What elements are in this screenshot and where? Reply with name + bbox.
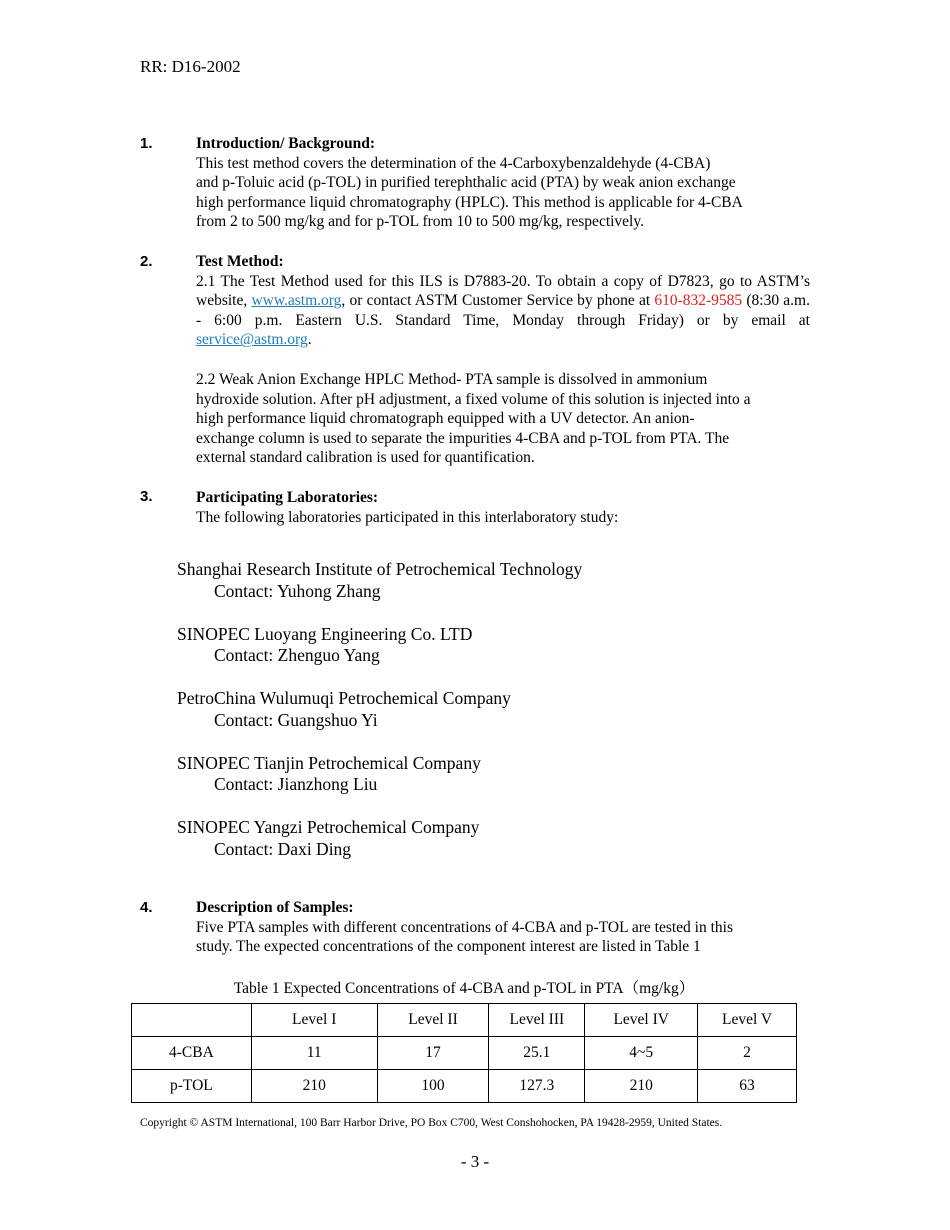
lab-contact: Contact: Daxi Ding bbox=[214, 838, 352, 859]
service-email-link[interactable]: service@astm.org bbox=[196, 331, 308, 349]
lab-name: Shanghai Research Institute of Petrochemical Technology bbox=[177, 559, 583, 579]
period-text: . bbox=[307, 331, 312, 349]
table-cell: 210 bbox=[585, 1070, 698, 1103]
table-cell: 11 bbox=[251, 1037, 377, 1070]
list-item bbox=[177, 688, 582, 731]
lab-contact: Contact: Guangshuo Yi bbox=[214, 709, 378, 730]
table-header-cell: Level IV bbox=[585, 1004, 698, 1037]
section-2-number: 2. bbox=[140, 253, 153, 270]
table-cell: 127.3 bbox=[489, 1070, 585, 1103]
customer-service-text: , or contact ASTM Customer Service by phone at bbox=[341, 292, 655, 310]
table-cell: 25.1 bbox=[489, 1037, 585, 1070]
lab-contact: Contact: Zhenguo Yang bbox=[214, 645, 380, 665]
hours-text: (8:30 a.m. - 6:00 p.m. Eastern U.S. Standard Time, Monday through Friday) or by email at bbox=[196, 292, 810, 329]
section-1-line: high performance liquid chromatography (HPLC). This method is applicable for 4-CBA bbox=[196, 193, 743, 211]
section-2-paragraph-1 bbox=[196, 272, 810, 350]
section-4 bbox=[196, 898, 810, 957]
table-cell: 2 bbox=[698, 1037, 797, 1070]
section-2-line: high performance liquid chromatograph equipped with a UV detector. An anion- bbox=[196, 410, 695, 428]
section-1-line: and p-Toluic acid (p-TOL) in purified terephthalic acid (PTA) by weak anion exchange bbox=[196, 174, 736, 192]
section-2 bbox=[196, 252, 810, 350]
section-4-line: Five PTA samples with different concentrations of 4-CBA and p-TOL are tested in this bbox=[196, 918, 733, 936]
table-row bbox=[132, 1037, 797, 1070]
list-item bbox=[177, 624, 582, 667]
section-4-title: Description of Samples: bbox=[196, 899, 354, 916]
section-2-line: 2.2 Weak Anion Exchange HPLC Method- PTA sample is dissolved in ammonium bbox=[196, 371, 708, 388]
section-2-title: Test Method: bbox=[196, 253, 284, 270]
table-header-cell: Level V bbox=[698, 1004, 797, 1037]
table-row bbox=[132, 1070, 797, 1103]
table-header-cell: Level II bbox=[377, 1004, 489, 1037]
section-1-line: from 2 to 500 mg/kg and for p-TOL from 10 to 500 mg/kg, respectively. bbox=[196, 213, 644, 231]
phone-number: 610-832-9585 bbox=[654, 292, 743, 310]
list-item bbox=[177, 817, 582, 860]
table-header-cell: Level III bbox=[489, 1004, 585, 1037]
table-cell: 100 bbox=[377, 1070, 489, 1103]
section-1-line: This test method covers the determination of the 4-Carboxybenzaldehyde (4-CBA) bbox=[196, 154, 711, 172]
table-header-row bbox=[132, 1004, 797, 1037]
section-2-paragraph-2 bbox=[196, 370, 810, 468]
section-4-number: 4. bbox=[140, 899, 153, 916]
table-cell: 17 bbox=[377, 1037, 489, 1070]
report-id-header: RR: D16-2002 bbox=[140, 57, 241, 76]
section-2-line: exchange column is used to separate the impurities 4-CBA and p-TOL from PTA. The bbox=[196, 429, 730, 447]
table-cell: p-TOL bbox=[132, 1070, 252, 1103]
section-3-intro: The following laboratories participated in this interlaboratory study: bbox=[196, 508, 619, 526]
table-cell: 210 bbox=[251, 1070, 377, 1103]
table-header-cell bbox=[132, 1004, 252, 1037]
list-item bbox=[177, 753, 582, 796]
list-item bbox=[177, 559, 582, 602]
table-cell: 63 bbox=[698, 1070, 797, 1103]
section-2-line: external standard calibration is used for quantification. bbox=[196, 449, 535, 467]
section-3 bbox=[196, 488, 810, 527]
section-4-line: study. The expected concentrations of the component interest are listed in Table 1 bbox=[196, 938, 701, 956]
table-caption: Table 1 Expected Concentrations of 4-CBA and p-TOL in PTA（mg/kg） bbox=[233, 980, 695, 997]
lab-name: SINOPEC Luoyang Engineering Co. LTD bbox=[177, 623, 473, 644]
table-cell: 4~5 bbox=[585, 1037, 698, 1070]
lab-name: SINOPEC Tianjin Petrochemical Company bbox=[177, 752, 481, 773]
test-method-text: 2.1 The Test Method used for this ILS is D7883-20. To obtain a copy of D7823, go to ASTM’s website, bbox=[196, 272, 810, 310]
astm-website-link[interactable]: www.astm.org bbox=[251, 292, 342, 310]
lab-name: SINOPEC Yangzi Petrochemical Company bbox=[177, 817, 480, 837]
section-2-line: hydroxide solution. After pH adjustment, a fixed volume of this solution is injected into a bbox=[196, 390, 751, 408]
page-number: - 3 - bbox=[460, 1152, 490, 1171]
section-1-title: Introduction/ Background: bbox=[196, 135, 376, 152]
lab-contact: Contact: Jianzhong Liu bbox=[214, 774, 378, 794]
concentration-table bbox=[131, 1003, 797, 1103]
lab-name: PetroChina Wulumuqi Petrochemical Company bbox=[177, 688, 511, 708]
section-1-number: 1. bbox=[140, 135, 153, 152]
section-3-number: 3. bbox=[140, 488, 153, 505]
section-3-title: Participating Laboratories: bbox=[196, 489, 379, 506]
table-cell: 4-CBA bbox=[132, 1037, 252, 1070]
lab-contact: Contact: Yuhong Zhang bbox=[214, 580, 381, 601]
section-1 bbox=[196, 134, 810, 232]
copyright-footer: Copyright © ASTM International, 100 Barr Harbor Drive, PO Box C700, West Conshohocken, PA 19428-2959, United States. bbox=[140, 1117, 723, 1129]
laboratory-list bbox=[177, 559, 582, 882]
table-header-cell: Level I bbox=[251, 1004, 377, 1037]
